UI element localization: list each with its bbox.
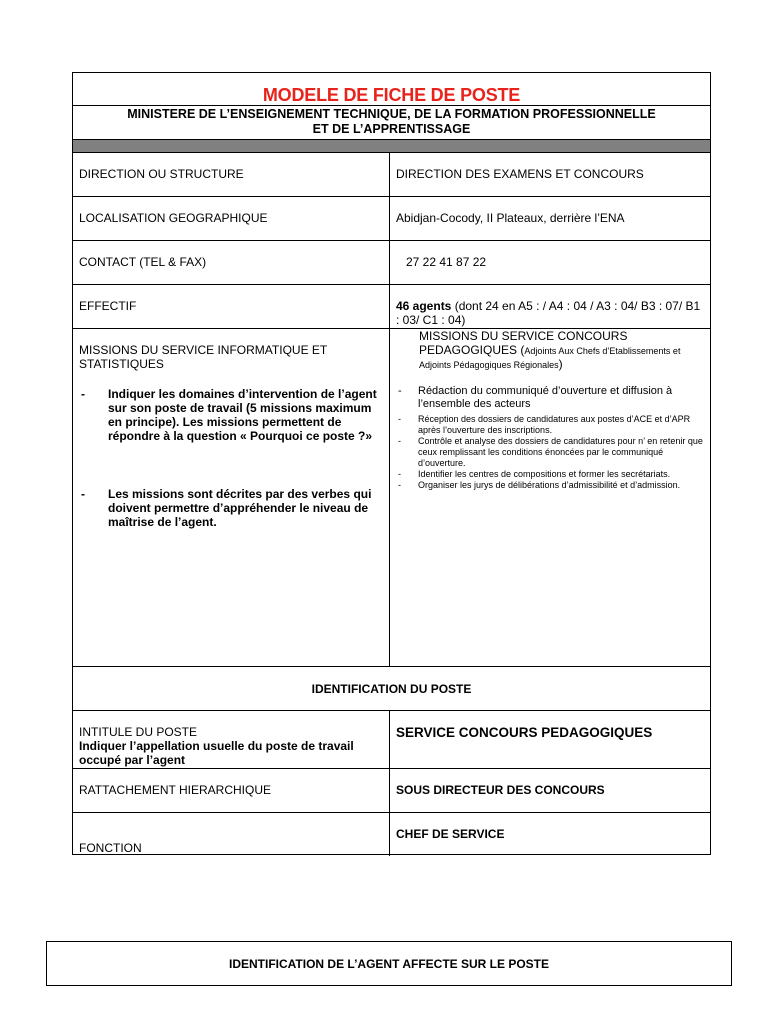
list-item: - Contrôle et analyse des dossiers de candidatures pour n’ en retenir que ceux remplissant les conditions énoncées par le communiqué d’ouverture. bbox=[396, 436, 706, 469]
missions-right-title-note: Adjoints Aux Chefs d’Etablissements et Adjoints Pédagogiques Régionales bbox=[419, 346, 681, 370]
missions-left-title: MISSIONS DU SERVICE INFORMATIQUE ET STATISTIQUES bbox=[79, 343, 328, 371]
intitule-label: INTITULE DU POSTE bbox=[79, 725, 198, 739]
agent-identification-title: IDENTIFICATION DE L’AGENT AFFECTE SUR LE POSTE bbox=[228, 957, 549, 971]
list-item: - Réception des dossiers de candidatures aux postes d’ACE et d’APR après l’ouverture des inscriptions. bbox=[396, 414, 706, 436]
job-description-table bbox=[72, 72, 711, 855]
list-item: - Organiser les jurys de délibérations d’admissibilité et d’admission. bbox=[396, 480, 706, 491]
identification-section-title: IDENTIFICATION DU POSTE bbox=[311, 682, 472, 696]
contact-value: 27 22 41 87 22 bbox=[406, 255, 487, 269]
rattachement-value: SOUS DIRECTEUR DES CONCOURS bbox=[396, 783, 605, 797]
ministry-name bbox=[73, 107, 710, 137]
effectif-count: 46 agents bbox=[396, 299, 452, 313]
list-item: - Rédaction du communiqué d’ouverture et diffusion à l’ensemble des acteurs bbox=[396, 385, 706, 411]
intitule-hint: Indiquer l’appellation usuelle du poste de travail occupé par l’agent bbox=[79, 739, 354, 767]
missions-left-list bbox=[79, 387, 384, 529]
ministry-line-1: MINISTERE DE L’ENSEIGNEMENT TECHNIQUE, DE LA FORMATION PROFESSIONNELLE bbox=[127, 107, 656, 121]
missions-right-title-line-1: MISSIONS DU SERVICE CONCOURS bbox=[419, 329, 628, 343]
missions-left-cell bbox=[79, 343, 384, 537]
agent-identification-box bbox=[46, 941, 732, 986]
fonction-value: CHEF DE SERVICE bbox=[396, 827, 505, 841]
document-title: MODELE DE FICHE DE POSTE bbox=[262, 85, 521, 105]
fonction-label: FONCTION bbox=[79, 841, 142, 855]
ministry-line-2: ET DE L’APPRENTISSAGE bbox=[312, 122, 471, 136]
missions-right-title bbox=[396, 329, 706, 371]
missions-right-title-line-2 bbox=[419, 343, 706, 371]
effectif-value bbox=[396, 299, 706, 327]
missions-right-list bbox=[396, 385, 706, 491]
missions-right-title-text: PEDAGOGIQUES ( bbox=[419, 343, 525, 357]
list-item: - Identifier les centres de compositions et former les secrétariats. bbox=[396, 469, 706, 480]
effectif-breakdown: (dont 24 en A5 : / A4 : 04 / A3 : 04/ B3 : 07/ B1 : 03/ C1 : 04) bbox=[396, 299, 701, 327]
intitule-value: SERVICE CONCOURS PEDAGOGIQUES bbox=[396, 725, 653, 740]
effectif-label: EFFECTIF bbox=[79, 299, 137, 313]
direction-label: DIRECTION OU STRUCTURE bbox=[79, 167, 244, 181]
intitule-cell bbox=[79, 725, 379, 767]
list-item: - Les missions sont décrites par des verbes qui doivent permettre d’appréhender le niveau de maîtrise de l’agent. bbox=[79, 487, 384, 529]
localisation-label: LOCALISATION GEOGRAPHIQUE bbox=[79, 211, 268, 225]
contact-label: CONTACT (TEL & FAX) bbox=[79, 255, 207, 269]
rattachement-label: RATTACHEMENT HIERARCHIQUE bbox=[79, 783, 272, 797]
missions-right-cell bbox=[396, 329, 706, 491]
direction-value: DIRECTION DES EXAMENS ET CONCOURS bbox=[396, 167, 644, 181]
list-item: - Indiquer les domaines d’intervention de l’agent sur son poste de travail (5 missions maximum en principe). Les missions permettent de répondre à la question « Pourquoi ce poste ?» bbox=[79, 387, 384, 443]
missions-right-title-end: ) bbox=[558, 357, 563, 371]
gray-separator-band bbox=[73, 139, 710, 153]
localisation-value: Abidjan-Cocody, II Plateaux, derrière l’ENA bbox=[396, 211, 625, 225]
